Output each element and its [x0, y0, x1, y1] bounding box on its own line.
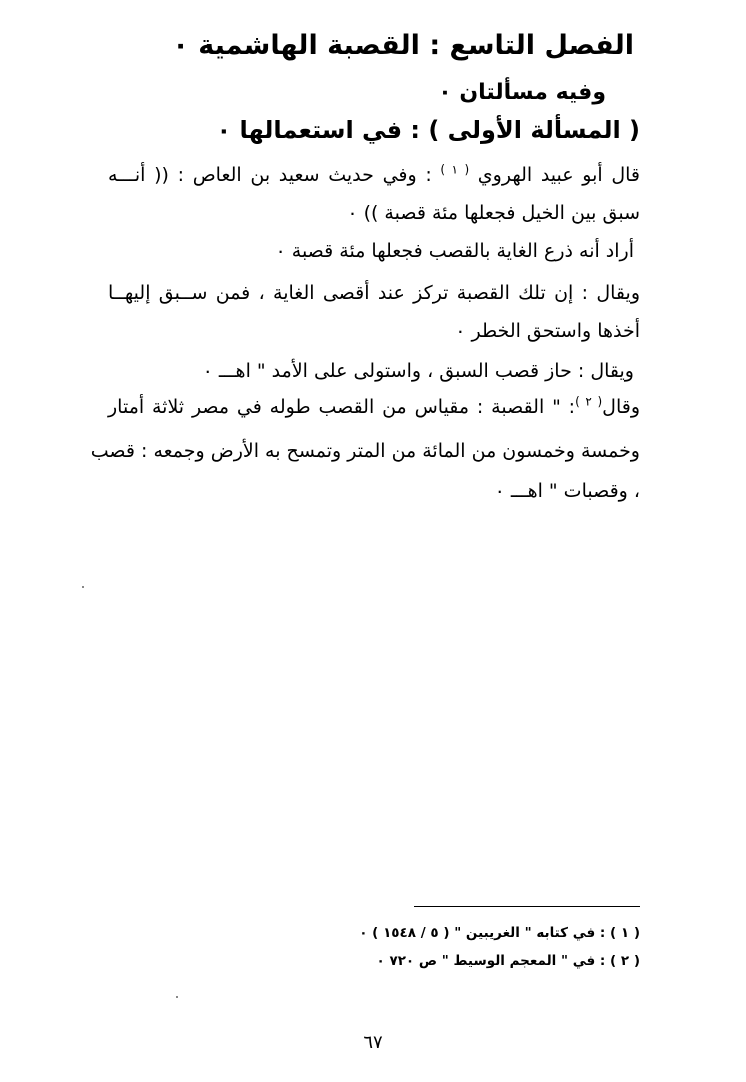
page-number: ٦٧: [363, 1032, 383, 1053]
section-heading: ( المسألة الأولى ) : في استعمالها ٠: [216, 116, 640, 144]
scan-speck: [176, 996, 178, 998]
footnote-ref-1: ( ١ ): [440, 162, 470, 177]
body-line-9: ، وقصبات " اهـــ ٠: [494, 480, 640, 502]
scan-speck: [82, 586, 84, 588]
chapter-title: الفصل التاسع : القصبة الهاشمية ٠: [172, 30, 634, 61]
body-line-3: أراد أنه ذرع الغاية بالقصب فجعلها مئة قصبة ٠: [275, 240, 634, 262]
body-line-5: أخذها واستحق الخطر ٠: [455, 320, 640, 342]
footnote-divider: [414, 906, 640, 907]
sub-heading: وفيه مسألتان ٠: [438, 80, 606, 105]
body-line-2: سبق بين الخيل فجعلها مئة قصبة )) ٠: [347, 202, 640, 224]
footnote-ref-2: ( ٢ ): [575, 394, 603, 409]
footnote-1: ( ١ ) : في كتابه " الغريبين " ( ٥ / ١٥٤٨ ) ٠: [359, 925, 640, 941]
body-line-8: وخمسة وخمسون من المائة من المتر وتمسح به الأرض وجمعه : قصب: [90, 440, 640, 462]
footnote-2: ( ٢ ) : في " المعجم الوسيط " ص ٧٢٠ ٠: [376, 953, 640, 969]
body-line-7: وقال$^{( ٢ )}$: " القصبة : مقياس من القصب طوله في مصر ثلاثة أمتار: [108, 394, 641, 418]
body-line-6: ويقال : حاز قصب السبق ، واستولى على الأمد " اهـــ ٠: [202, 360, 634, 382]
body-line-4: ويقال : إن تلك القصبة تركز عند أقصى الغاية ، فمن ســبق إليهــا: [108, 282, 640, 304]
body-line-1: قال أبو عبيد الهروي $^{( ١ )}$ : وفي حديث سعيد بن العاص : (( أنـــه: [108, 162, 641, 186]
